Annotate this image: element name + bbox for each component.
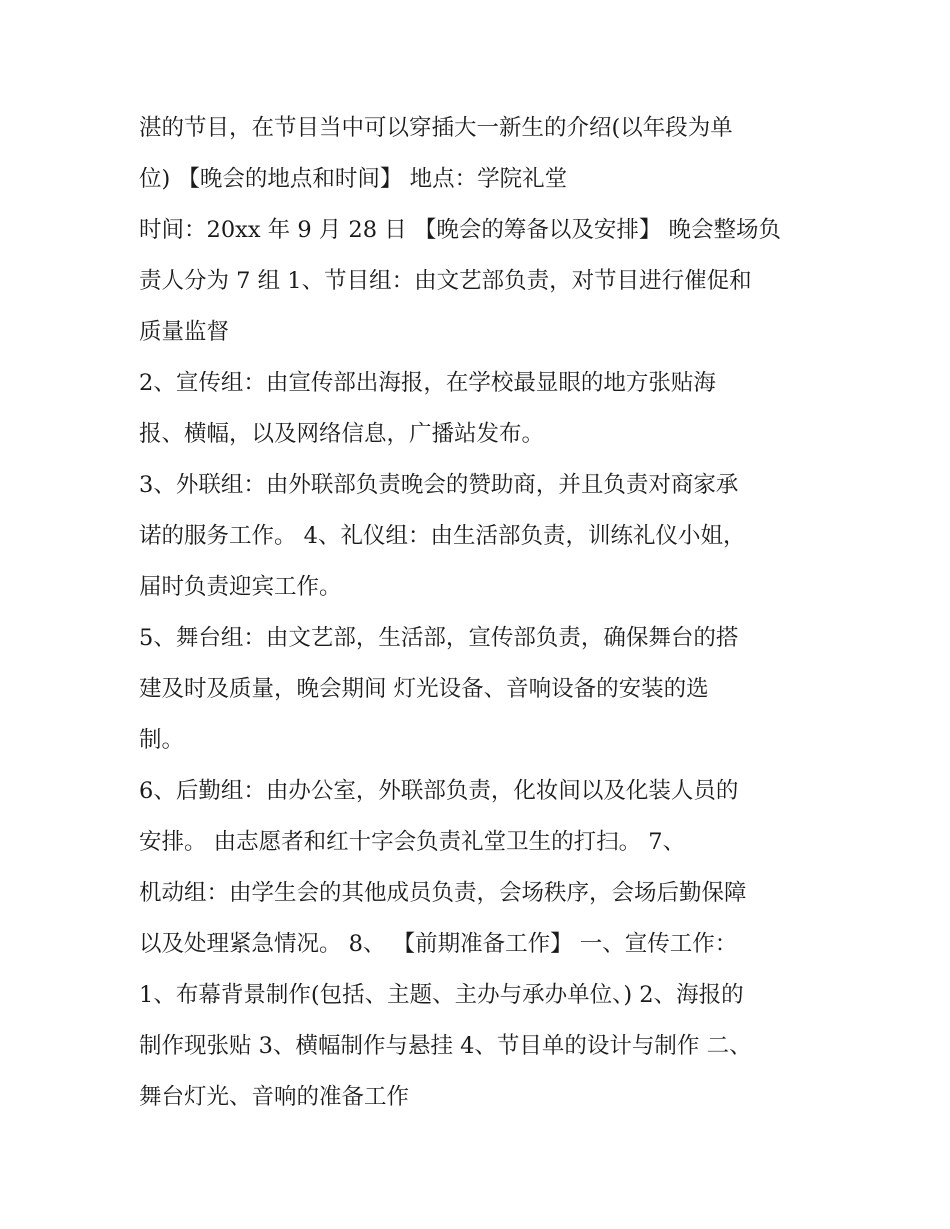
text-line: 诺的服务工作。 4、礼仪组：由生活部负责，训练礼仪小姐， (139, 523, 746, 549)
text-line: 报、横幅，以及网络信息，广播站发布。 (139, 421, 545, 447)
text-line: 位) 【晚会的地点和时间】 地点：学院礼堂 (139, 166, 568, 192)
document-body (139, 103, 829, 1123)
text-line: 舞台灯光、音响的准备工作 (139, 1084, 410, 1110)
text-line: 建及时及质量，晚会期间 灯光设备、音响设备的安装的选 (139, 676, 709, 702)
text-line: 制。 (139, 727, 185, 753)
text-line: 制作现张贴 3、横幅制作与悬挂 4、节目单的设计与制作 二、 (139, 1033, 752, 1059)
text-line: 责人分为 7 组 1、节目组：由文艺部负责，对节目进行催促和 (139, 268, 752, 294)
text-line: 湛的节目，在节目当中可以穿插大一新生的介绍(以年段为单 (139, 115, 733, 141)
text-line: 届时负责迎宾工作。 (139, 574, 342, 600)
text-line: 以及处理紧急情况。 8、 【前期准备工作】 一、宣传工作： (139, 931, 738, 957)
text-line: 安排。 由志愿者和红十字会负责礼堂卫生的打扫。 7、 (139, 829, 686, 855)
text-line: 5、舞台组：由文艺部，生活部，宣传部负责，确保舞台的搭 (139, 625, 739, 651)
text-line: 3、外联组：由外联部负责晚会的赞助商，并且负责对商家承 (139, 472, 739, 498)
text-line: 1、布幕背景制作(包括、主题、主办与承办单位、) 2、海报的 (139, 982, 744, 1008)
text-line: 机动组：由学生会的其他成员负责，会场秩序，会场后勤保障 (139, 880, 747, 906)
text-line: 6、后勤组：由办公室，外联部负责，化妆间以及化装人员的 (139, 778, 739, 804)
text-line: 2、宣传组：由宣传部出海报，在学校最显眼的地方张贴海 (139, 370, 716, 396)
text-line: 质量监督 (139, 319, 230, 345)
text-line: 时间：20xx 年 9 月 28 日 【晚会的筹备以及安排】 晚会整场负 (139, 217, 782, 243)
